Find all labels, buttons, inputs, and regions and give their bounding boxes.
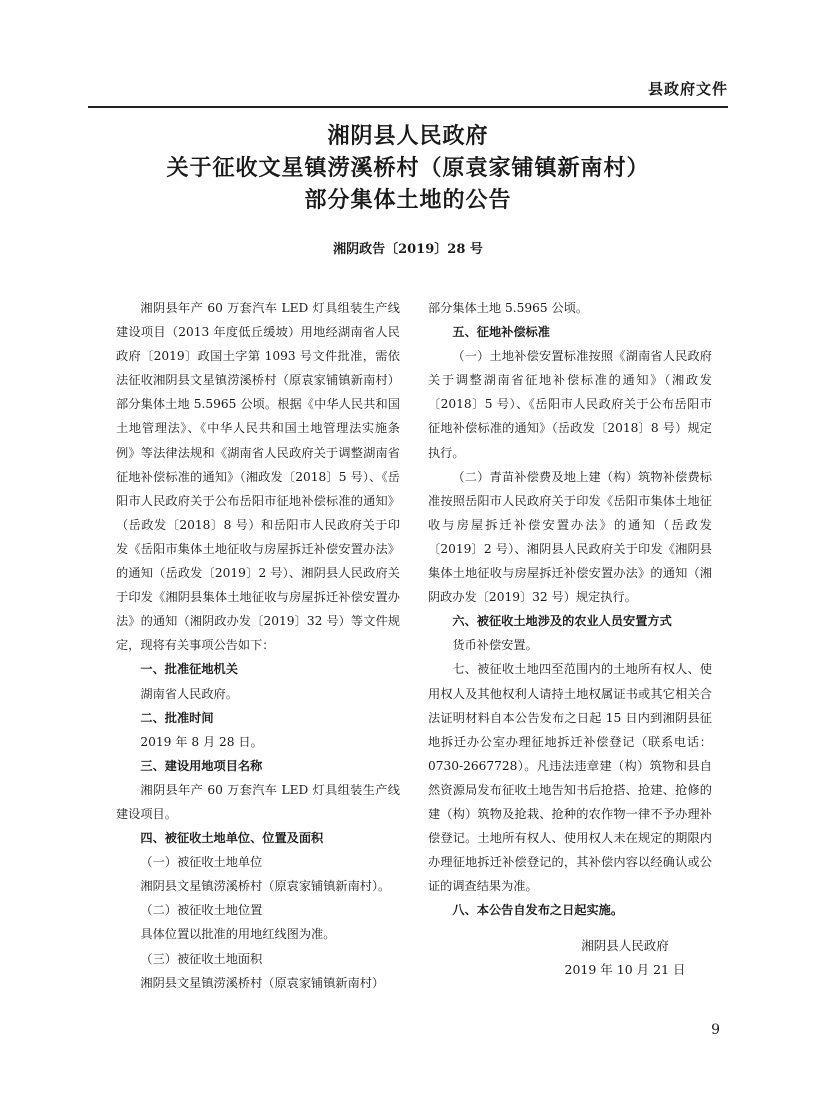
section-2-body: 2019 年 8 月 28 日。 bbox=[140, 734, 263, 749]
section-4-3-body-part-b: 部分集体土地 5.5965 公顷。 bbox=[428, 301, 589, 315]
section-6-heading: 六、被征收土地涉及的农业人员安置方式 bbox=[452, 614, 672, 629]
intro-paragraph: 湘阴县年产 60 万套汽车 LED 灯具组装生产线建设项目（2013 年度低丘缓坡）用地经湖南省人民政府〔2019〕政国土字第 1093 号文件批准，需依法征收湘阴县文星镇涝溪桥村（原袁家铺镇新南村）部分集体土地 5.5965 公顷。根据《中华人民共和国土地管理法》、《中华人民共和国土地管理法实施条例》等法律法规和《湖南省人民政府关于调整湖南省征地补偿标准的通知》（湘政发〔2018〕5 号）、《岳阳市人民政府关于公布岳阳市征地补偿标准的通知》（岳政发〔2018〕8 号）和岳阳市人民政府关于印发《岳阳市集体土地征收与房屋拆迁补偿安置办法》的通知（岳政发〔2019〕2 号）、湘阴县人民政府关于印发《湘阴县集体土地征收与房屋拆迁补偿安置办法》的通知（湘阴政办发〔2019〕32 号）等文件规定，现将有关事项公告如下： bbox=[116, 301, 400, 653]
section-2-heading: 二、批准时间 bbox=[140, 710, 214, 725]
section-5-1-body: （一）土地补偿安置标准按照《湖南省人民政府关于调整湖南省征地补偿标准的通知》（湘政发〔2018〕5 号）、《岳阳市人民政府关于公布岳阳市征地补偿标准的通知》（岳政发〔2018〕8 号）规定执行。 bbox=[428, 349, 712, 460]
header-divider bbox=[88, 106, 728, 108]
section-header-label: 县政府文件 bbox=[647, 80, 728, 98]
title-line-3: 部分集体土地的公告 bbox=[304, 187, 512, 213]
section-1-body: 湖南省人民政府。 bbox=[140, 686, 238, 701]
section-5-2-body: （二）青苗补偿费及地上建（构）筑物补偿费标准按照岳阳市人民政府关于印发《岳阳市集体土地征收与房屋拆迁补偿安置办法》的通知（岳政发〔2019〕2 号）、湘阴县人民政府关于印发《湘阴县集体土地征收与房屋拆迁补偿安置办法》的通知（湘阴政办发〔2019〕32 号）规定执行。 bbox=[428, 469, 712, 605]
right-column bbox=[428, 296, 712, 922]
section-4-heading: 四、被征收土地单位、位置及面积 bbox=[140, 831, 324, 846]
section-4-2-subheading: （二）被征收土地位置 bbox=[140, 903, 263, 918]
signature-date: 2019 年 10 月 21 日 bbox=[564, 962, 686, 977]
document-number: 湘阴政告〔2019〕28 号 bbox=[333, 242, 483, 257]
section-6-body: 货币补偿安置。 bbox=[452, 638, 538, 653]
document-title bbox=[88, 120, 728, 216]
signature-organization: 湘阴县人民政府 bbox=[581, 938, 669, 953]
section-1-heading: 一、批准征地机关 bbox=[140, 662, 238, 677]
section-3-body: 湘阴县年产 60 万套汽车 LED 灯具组装生产线建设项目。 bbox=[116, 782, 400, 821]
title-line-2: 关于征收文星镇涝溪桥村（原袁家铺镇新南村） bbox=[166, 155, 650, 181]
section-4-1-body: 湘阴县文星镇涝溪桥村（原袁家铺镇新南村）。 bbox=[140, 879, 391, 894]
section-5-heading: 五、征地补偿标准 bbox=[452, 325, 550, 340]
section-4-3-body-part-a: 湘阴县文星镇涝溪桥村（原袁家铺镇新南村） bbox=[140, 975, 385, 990]
section-4-1-subheading: （一）被征收土地单位 bbox=[140, 855, 263, 870]
section-3-heading: 三、建设用地项目名称 bbox=[140, 758, 263, 773]
section-7-body: 七、被征收土地四至范围内的土地所有权人、使用权人及其他权利人请持土地权属证书或其它相关合法证明材料自本公告发布之日起 15 日内到湘阴县征地拆迁办公室办理征地拆迁补偿登记（联系电话：0730-2667728）。凡违法违章建（构）筑物和县自然资源局发布征收土地告知书后抢搭、抢建、抢修的建（构）筑物及抢栽、抢种的农作物一律不予办理补偿登记。土地所有权人、使用权人未在规定的期限内办理征地拆迁补偿登记的，其补偿内容以经确认或公证的调查结果为准。 bbox=[428, 662, 712, 894]
section-4-2-body: 具体位置以批准的用地红线图为准。 bbox=[140, 927, 336, 942]
section-4-3-subheading: （三）被征收土地面积 bbox=[140, 951, 263, 966]
section-8-heading: 八、本公告自发布之日起实施。 bbox=[452, 903, 624, 918]
page-number: 9 bbox=[711, 1022, 720, 1038]
left-column bbox=[116, 296, 400, 995]
title-line-1: 湘阴县人民政府 bbox=[327, 123, 489, 149]
